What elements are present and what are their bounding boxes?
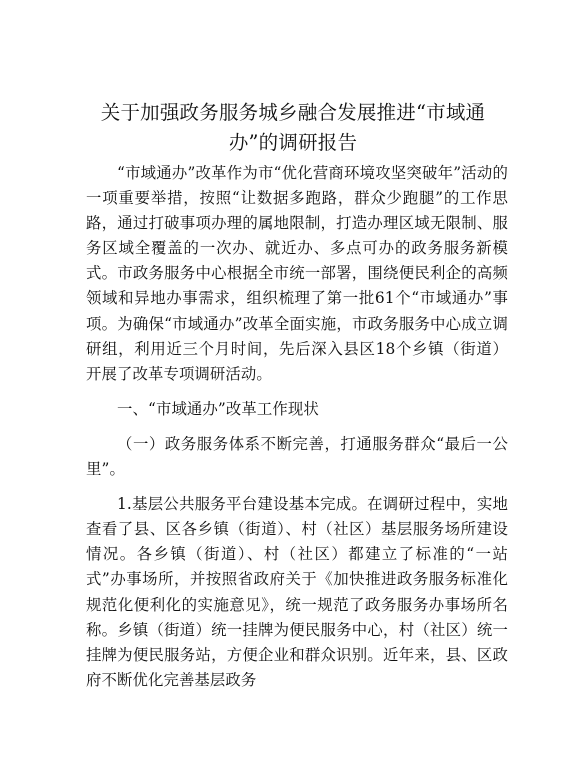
document-body bbox=[86, 161, 508, 693]
section-heading: 一、“市域通办”改革工作现状 bbox=[117, 399, 319, 418]
subsection-heading: （一）政务服务体系不断完善，打通服务群众“最后一公里”。 bbox=[86, 434, 508, 479]
body-paragraph: 1.基层公共服务平台建设基本完成。在调研过程中，实地查看了县、区各乡镇（街道）、村（社区）基层服务场所建设情况。各乡镇（街道）、村（社区）都建立了标准的“一站式”办事场所，并按照省政府关于《加快推进政务服务标准化规范化便利化的实施意见》，统一规范了政务服务办事场所名称。乡镇（街道）统一挂牌为便民服务中心，村（社区）统一挂牌为便民服务站，方便企业和群众识别。近年来，县、区政府不断优化完善基层政务 bbox=[86, 495, 508, 689]
intro-paragraph: “市域通办”改革作为市“优化营商环境攻坚突破年”活动的一项重要举措，按照“让数据多跑路，群众少跑腿”的工作思路，通过打破事项办理的属地限制，打造办理区域无限制、服务区域全覆盖的一次办、就近办、多点可办的政务服务新模式。市政务服务中心根据全市统一部署，围绕便民利企的高频领域和异地办事需求，组织梳理了第一批61个“市域通办”事项。为确保“市域通办”改革全面实施，市政务服务中心成立调研组，利用近三个月时间，先后深入县区18个乡镇（街道）开展了改革专项调研活动。 bbox=[86, 164, 508, 383]
document-title: 关于加强政务服务城乡融合发展推进“市域通办”的调研报告 bbox=[100, 101, 486, 154]
